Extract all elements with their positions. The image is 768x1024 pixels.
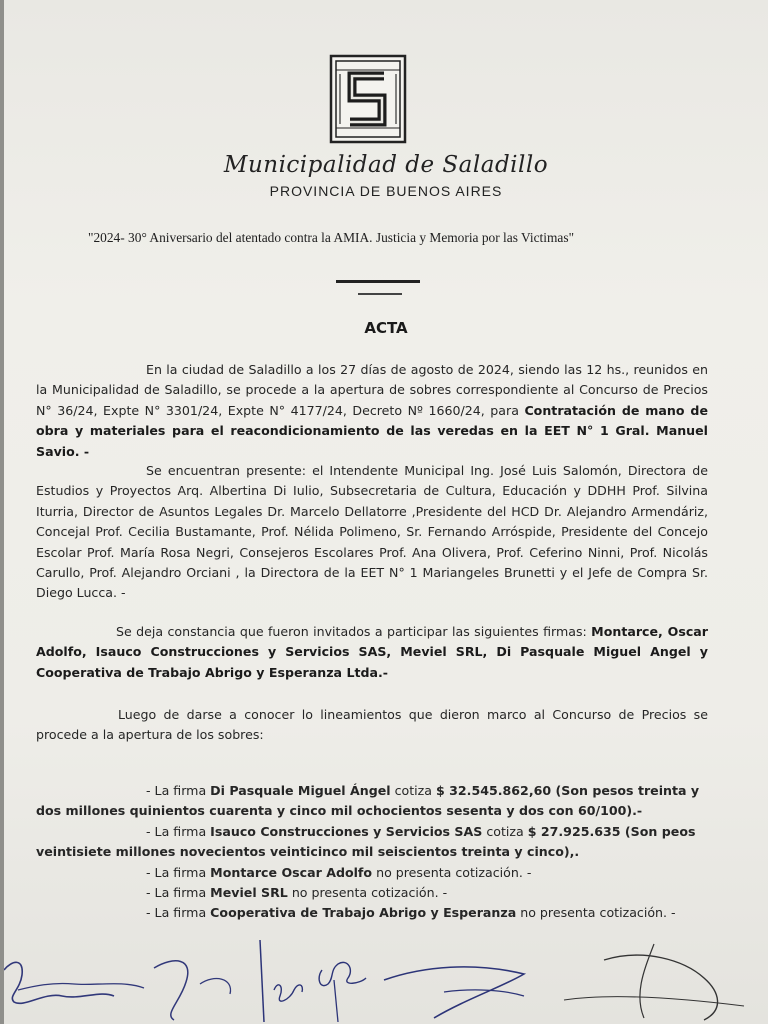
anniversary-motto: "2024- 30° Aniversario del atentado contra la AMIA. Justicia y Memoria por las Victimas" [88,230,575,245]
bid-item: - La firma Isauco Construcciones y Servicios SAS cotiza $ 27.925.635 (Son peos veintisiete millones novecientos veinticinco mil seiscientos treinta y cinco),. [36,823,696,860]
paragraph-invited-firms [36,622,708,683]
document-heading: ACTA [364,319,408,337]
municipality-crest-icon [326,52,410,148]
bid-amount: $ 32.545.862,60 [436,783,552,798]
bid-amount: $ 27.925.635 [527,823,621,839]
invited-intro: Se deja constancia que fueron invitados a participar las siguientes firmas: [116,624,592,639]
divider-line [336,280,420,283]
bid-item: - La firma Montarce Oscar Adolfo no presenta cotización. - [146,864,532,880]
bid-list [36,781,708,924]
bid-item: - La firma Cooperativa de Trabajo Abrigo y Esperanza no presenta cotización. - [146,905,676,921]
document-page [4,0,768,1024]
paragraph-opening-envelopes [36,705,708,746]
bid-item: - La firma Meviel SRL no presenta cotización. - [146,885,448,901]
bid-firm: Isauco Construcciones y Servicios SAS [210,823,483,839]
bid-firm: Montarce Oscar Adolfo [210,864,373,880]
signature-scribbles-icon [4,930,768,1024]
bid-firm: Meviel SRL [210,885,288,901]
bid-firm: Cooperativa de Trabajo Abrigo y Esperanza [210,905,517,921]
municipality-logo [326,52,410,148]
contract-subject: Contratación de mano de obra y materiales para el reacondicionamiento de las veredas en la EET N° 1 Gral. Manuel Savio. - [36,402,708,459]
paragraph-opening-text: En la ciudad de Saladillo a los 27 días de agosto de 2024, siendo las 12 hs., reunidos en la Municipalidad de Saladillo, se procede a la apertura de sobres correspondiente al Concurso de Precios N° 36/24, Expte N° 3301/24, Expte N° 4177/24, Decreto Nº 1660/24, para [36,362,708,418]
paragraph-attendees [36,461,708,604]
paragraph-opening [36,360,708,462]
bid-firm: Di Pasquale Miguel Ángel [210,783,391,798]
province-subtitle: PROVINCIA DE BUENOS AIRES [269,183,503,199]
handwritten-signatures [4,930,768,1024]
bid-item: - La firma Di Pasquale Miguel Ángel cotiza $ 32.545.862,60 (Son pesos treinta y dos millones quinientos cuarenta y cinco mil ochocientos sesenta y dos con 60/100).- [36,783,700,819]
municipality-title: Municipalidad de Saladillo [223,152,549,178]
divider-line-short [358,293,402,295]
attendees-text: Se encuentran presente: el Intendente Municipal Ing. José Luis Salomón, Directora de Estudios y Proyectos Arq. Albertina Di Iulio, Subsecretaria de Cultura, Educación y DDHH Prof. Silvina Iturria, Director de Asuntos Legales Dr. Marcelo Dellatorre ,Presidente del HCD Dr. Alejandro Armendáriz, Concejal Prof. Cecilia Bustamante, Prof. Nélida Polimeno, Sr. Fernando Arróspide, Presidente del Concejo Escolar Prof. María Rosa Negri, Consejeros Escolares Prof. Ana Olivera, Prof. Ceferino Ninni, Prof. Nicolás Carullo, Prof. Alejandro Orciani , la Directora de la EET N° 1 Mariangeles Brunetti y el Jefe de Compra Sr. Diego Lucca. - [36,463,708,601]
invited-firms-list: Montarce, Oscar Adolfo, Isauco Construcciones y Servicios SAS, Meviel SRL, Di Pasquale Miguel Angel y Cooperativa de Trabajo Abrigo y Esperanza Ltda.- [36,624,708,680]
envelopes-text: Luego de darse a conocer lo lineamientos que dieron marco al Concurso de Precios se procede a la apertura de los sobres: [36,707,708,743]
